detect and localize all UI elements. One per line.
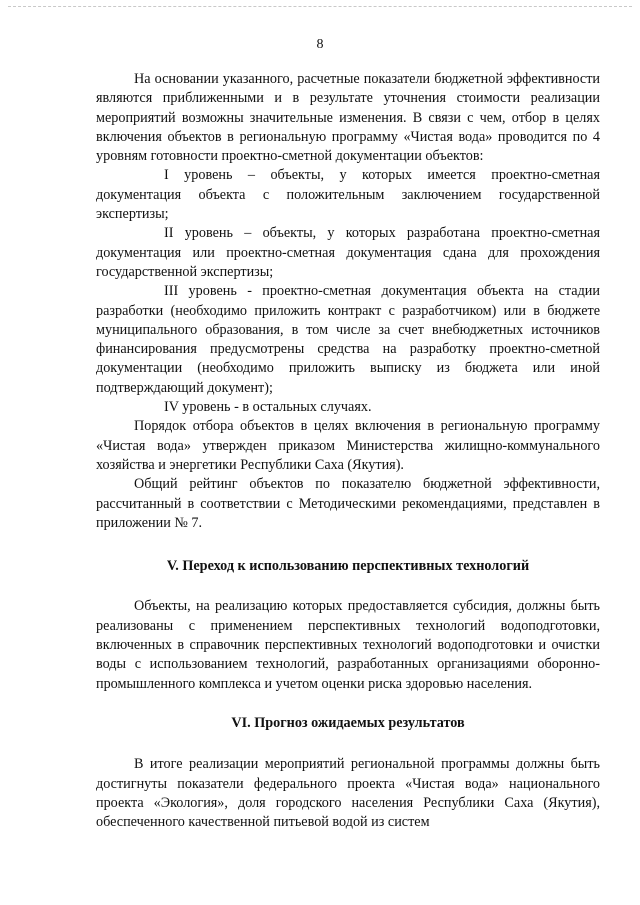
paragraph-budget-intro: На основании указанного, расчетные показатели бюджетной эффективности являются приближенными и в результате уточнения стоимости реализации мероприятий возможны значительные изменения. В связи с чем, отбор в целях включения объектов в региональную программу «Чистая вода» проводится по 4 уровням готовности проектно-сметной документации объектов: [96, 71, 600, 165]
paragraph-selection-order: Порядок отбора объектов в целях включения в региональную программу «Чистая вода» утвержден приказом Министерства жилищно-коммунального хозяйства и энергетики Республики Саха (Якутия). [96, 418, 600, 473]
spacer [96, 694, 600, 714]
spacer [96, 576, 600, 597]
section-5-paragraph: Объекты, на реализацию которых предоставляется субсидия, должны быть реализованы с применением перспективных технологий водоподготовки, включенных в справочник перспективных технологий водоподготовки и очистки воды с использованием технологий, разработанных организациями оборонно-промышленного комплекса и учетом оценки риска здоровью населения. [96, 598, 600, 692]
section-5-heading: V. Переход к использованию перспективных технологий [166, 558, 530, 575]
section-6-paragraph: В итоге реализации мероприятий региональной программы должны быть достигнуты показатели федерального проекта «Чистая вода» национального проекта «Экология», доля городского населения Республики Саха (Якутия), обеспеченного качественной питьевой водой из систем [96, 756, 600, 831]
level-4-item: IV уровень - в остальных случаях. [164, 399, 372, 416]
page-number: 8 [316, 37, 324, 52]
level-2-item: II уровень – объекты, у которых разработана проектно-сметная документация или проектно-сметная документация сдана для прохождения государственной экспертизы; [96, 225, 600, 280]
level-3-item: III уровень - проектно-сметная документация объекта на стадии разработки (необходимо приложить контракт с разработчиком) или в бюджете муниципального образования, в том числе за счет внебюджетных источников финансирования предусмотрены средства на разработку проектно-сметной документации (необходимо приложить выписку из бюджета или иной подтверждающий документ); [96, 283, 600, 396]
spacer [96, 533, 600, 557]
scan-top-edge [8, 6, 632, 7]
level-1-item: I уровень – объекты, у которых имеется проектно-сметная документация объекта с положительным заключением государственной экспертизы; [96, 167, 600, 223]
paragraph-overall-rating: Общий рейтинг объектов по показателю бюджетной эффективности, рассчитанный в соответствии с Методическими рекомендациями, представлен в приложении № 7. [96, 476, 600, 531]
document-body [96, 70, 600, 832]
section-6-heading: VI. Прогноз ожидаемых результатов [231, 714, 465, 731]
spacer [96, 733, 600, 755]
